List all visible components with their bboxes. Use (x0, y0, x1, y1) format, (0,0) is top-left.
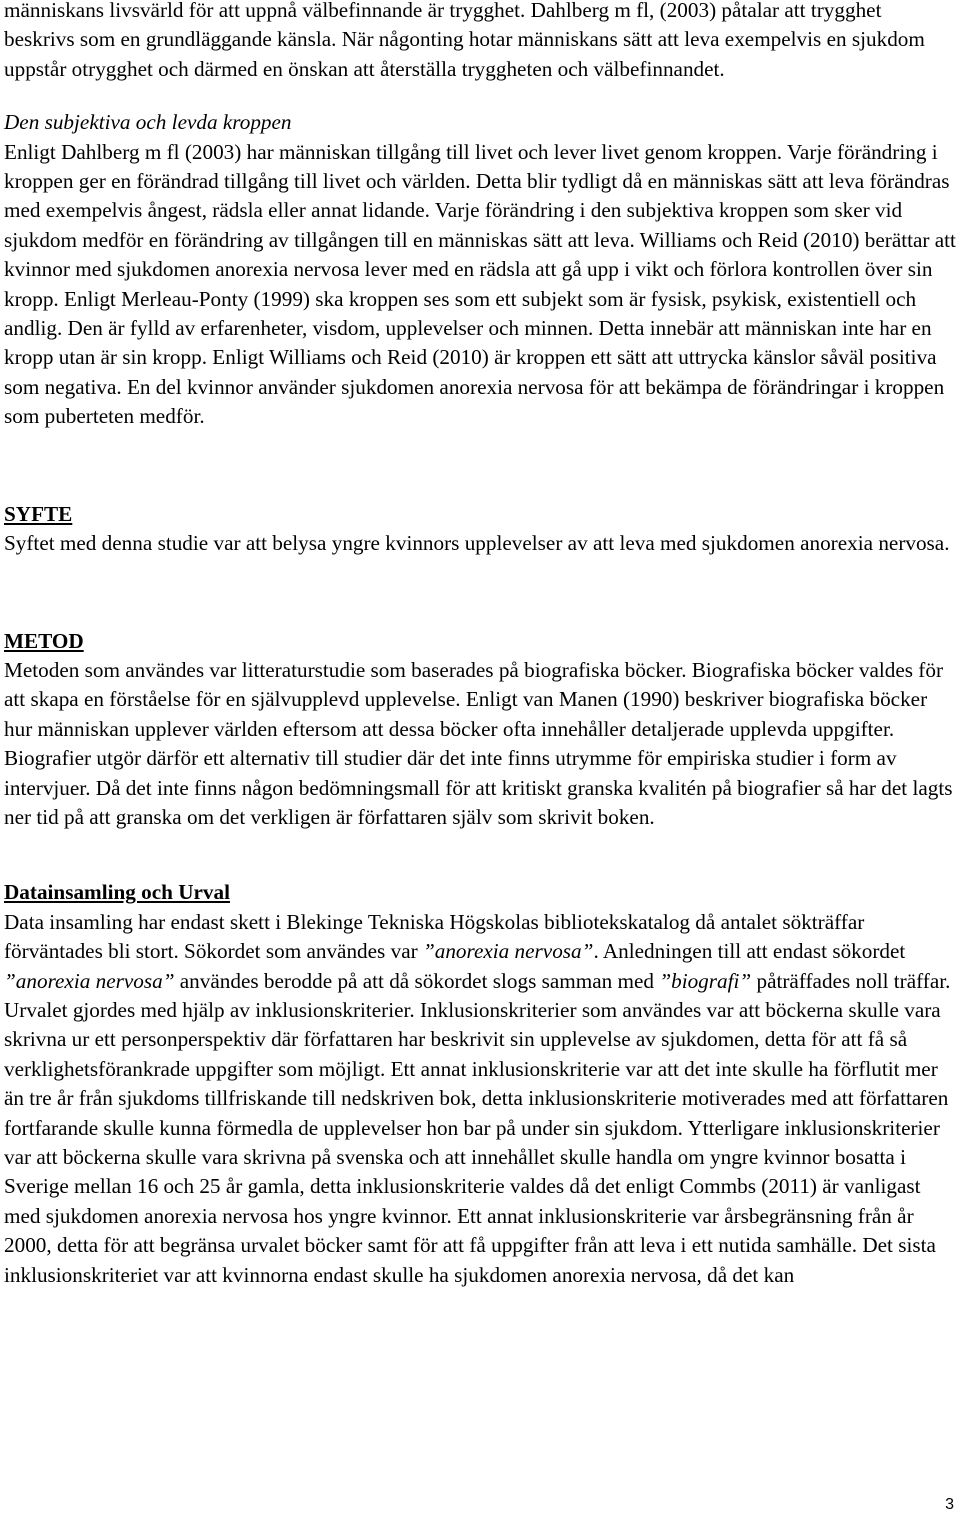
metod-paragraph: Metoden som användes var litteraturstudie som baserades på biografiska böcker. Biografiska böcker valdes för att skapa en förståelse för en självupplevd upplevelse. Enligt van Manen (1990) beskriver biografiska böcker hur människan upplever världen eftersom att dessa böcker ofta innehåller detaljerade upplevda uppgifter. Biografier utgör därför ett alternativ till studier där det inte finns utrymme för empiriska studier i form av intervjuer. Då det inte finns någon bedömningsmall för att kritiskt granska kvalitén på biografier så har det lagts ner tid på att granska om det verkligen är författaren själv som skrivit boken. (4, 657, 953, 829)
datainsamling-paragraph-1 (4, 908, 956, 996)
section-heading-metod: METOD (4, 628, 84, 653)
intro-paragraph: människans livsvärld för att uppnå välbefinnande är trygghet. Dahlberg m fl, (2003) påtalar att trygghet beskrivs som en grundläggande känsla. När någonting hotar människans sätt att leva exempelvis en sjukdom uppstår otrygghet och därmed en önskan att återställa tryggheten och välbefinnandet. (4, 0, 925, 81)
text-run: Data insamling har endast skett i Blekinge Tekniska Högskolas bibliotekskatalog då antalet sökträffar förväntades bli stort. Sökordet som användes var (4, 909, 865, 964)
section-heading-datainsamling: Datainsamling och Urval (4, 880, 231, 905)
text-run: . Anledningen till att endast sökordet (593, 939, 906, 964)
section-heading-subjektiva-kroppen: Den subjektiva och levda kroppen (4, 110, 292, 135)
search-term: ”anorexia nervosa” (422, 939, 594, 964)
search-term: ”anorexia nervosa” (4, 968, 175, 993)
text-run: påträffades noll träffar. (751, 968, 951, 993)
section-heading-syfte: SYFTE (4, 501, 73, 526)
search-term: ”biografi” (659, 968, 752, 993)
syfte-paragraph: Syftet med denna studie var att belysa yngre kvinnors upplevelser av att leva med sjukdomen anorexia nervosa. (4, 531, 950, 556)
body-paragraph: Enligt Dahlberg m fl (2003) har människan tillgång till livet och lever livet genom kroppen. Varje förändring i kroppen ger en förändrad tillgång till livet och världen. Detta blir tydligt då en människas sätt att leva förändras med exempelvis ångest, rädsla eller annat lidande. Varje förändring i den subjektiva kroppen som sker vid sjukdom medför en förändring av tillgången till en människas sätt att leva. Williams och Reid (2010) berättar att kvinnor med sjukdomen anorexia nervosa lever med en rädsla att gå upp i vikt och förlora kontrollen över sin kropp. Enligt Merleau-Ponty (1999) ska kroppen ses som ett subjekt som är fysisk, psykisk, existentiell och andlig. Den är fylld av erfarenheter, visdom, upplevelser och minnen. Detta innebär att människan inte har en kropp utan är sin kropp. Enligt Williams och Reid (2010) är kroppen ett sätt att uttrycka känslor såväl positiva som negativa. En del kvinnor använder sjukdomen anorexia nervosa för att bekämpa de förändringar i kroppen som puberteten medför. (4, 139, 956, 429)
page-number: 3 (945, 1496, 954, 1513)
text-run: användes berodde på att då sökordet slogs samman med (174, 968, 660, 993)
document-page (4, 0, 956, 1290)
datainsamling-paragraph-2: Urvalet gjordes med hjälp av inklusionskriterier. Inklusionskriterier som användes var att böckerna skulle vara skrivna ur ett personperspektiv där författaren har beskrivit sin upplevelse av sjukdomen, detta för att få så verklighetsförankrade uppgifter som möjligt. Ett annat inklusionskriterie var att det inte skulle ha förflutit mer än tre år från sjukdoms tillfriskande till nedskriven bok, detta inklusionskriterie motiverades med att författaren fortfarande skulle kunna förmedla de upplevelser hon bar på under sin sjukdom. Ytterligare inklusionskriterier var att böckerna skulle vara skrivna på svenska och att innehållet skulle handla om yngre kvinnor bosatta i Sverige mellan 16 och 25 år gamla, detta inklusionskriterie valdes då det enligt Commbs (2011) är vanligast med sjukdomen anorexia nervosa hos yngre kvinnor. Ett annat inklusionskriterie var årsbegränsning från år 2000, detta för att begränsa urvalet böcker samt för att få uppgifter från att leva i ett nutida samhälle. Det sista inklusionskriteriet var att kvinnorna endast skulle ha sjukdomen anorexia nervosa, då det kan (4, 997, 949, 1287)
